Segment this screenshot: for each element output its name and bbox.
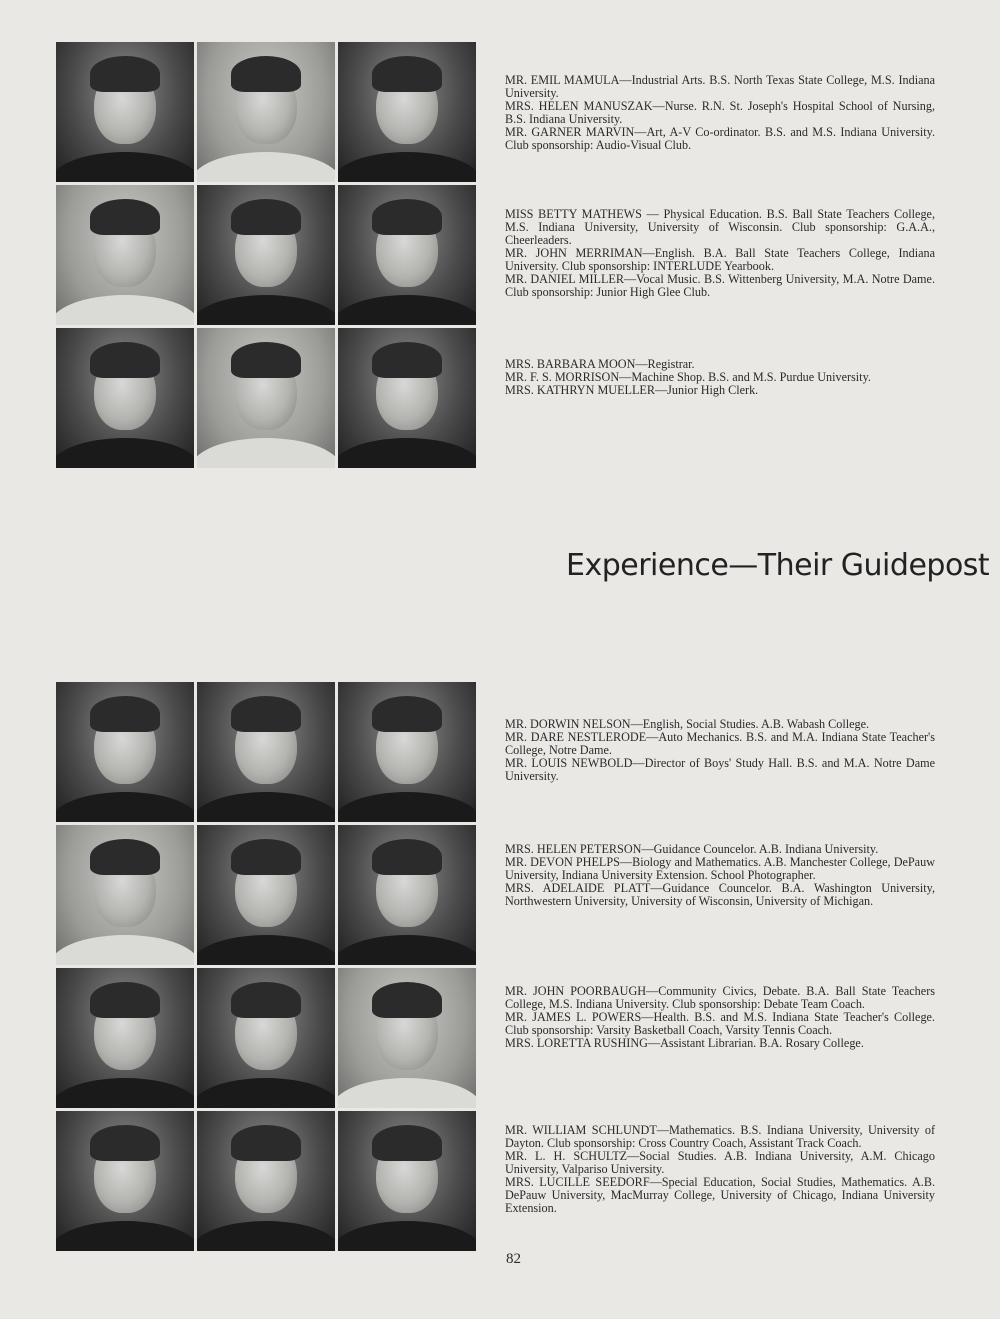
photo-row [56,1111,478,1251]
bio-entry: MR. DORWIN NELSON—English, Social Studies. A.B. Wabash College. [505,717,870,731]
bio-group-7 [505,1124,935,1215]
bio-entry: MRS. KATHRYN MUELLER—Junior High Clerk. [505,383,759,397]
page-number: 82 [506,1251,521,1267]
portrait-rushing [338,968,476,1108]
portrait-marvin [338,42,476,182]
bio-entry: MR. L. H. SCHULTZ—Social Studies. A.B. Indiana University, A.M. Chicago University, Valpariso University. [505,1149,935,1176]
photo-row [56,682,478,822]
bio-entry: MR. EMIL MAMULA—Industrial Arts. B.S. North Texas State College, M.S. Indiana University. [505,73,935,100]
portrait-platt [338,825,476,965]
bio-group-5 [505,843,935,908]
photo-grid-bottom [56,682,478,1254]
bio-entry: MR. F. S. MORRISON—Machine Shop. B.S. and M.S. Purdue University. [505,370,871,384]
bio-entry: MRS. HELEN PETERSON—Guidance Councelor. A.B. Indiana University. [505,842,879,856]
bio-group-2 [505,208,935,299]
portrait-peterson [56,825,194,965]
bio-entry: MRS. LORETTA RUSHING—Assistant Librarian. B.A. Rosary College. [505,1036,864,1050]
photo-row [56,825,478,965]
bio-group-1 [505,74,935,152]
portrait-mamula [56,42,194,182]
bio-entry: MR. JOHN POORBAUGH—Community Civics, Debate. B.A. Ball State Teachers College, M.S. Indiana University. Club sponsorship: Debate Team Coach. [505,984,935,1011]
bio-entry: MRS. BARBARA MOON—Registrar. [505,357,695,371]
portrait-miller [338,185,476,325]
bio-entry: MRS. LUCILLE SEEDORF—Special Education, Social Studies, Mathematics. A.B. DePauw University, MacMurray College, University of Chicago, Indiana University Extension. [505,1175,935,1215]
portrait-schlundt [56,1111,194,1251]
bio-entry: MR. JOHN MERRIMAN—English. B.A. Ball State Teachers College, Indiana University. Club sponsorship: INTERLUDE Yearbook. [505,246,935,273]
portrait-mueller [338,328,476,468]
portrait-nestlerode [197,682,335,822]
photo-row [56,968,478,1108]
bio-group-6 [505,985,935,1050]
bio-entry: MR. WILLIAM SCHLUNDT—Mathematics. B.S. Indiana University, University of Dayton. Club sponsorship: Cross Country Coach, Assistant Track Coach. [505,1123,935,1150]
photo-row [56,185,478,325]
portrait-newbold [338,682,476,822]
portrait-merriman [197,185,335,325]
bio-entry: MRS. ADELAIDE PLATT—Guidance Councelor. B.A. Washington University, Northwestern University, University of Wisconsin, University of Michigan. [505,881,935,908]
portrait-schultz [197,1111,335,1251]
portrait-seedorf [338,1111,476,1251]
bio-entry: MR. GARNER MARVIN—Art, A-V Co-ordinator. B.S. and M.S. Indiana University. Club sponsorship: Audio-Visual Club. [505,125,935,152]
bio-entry: MRS. HELEN MANUSZAK—Nurse. R.N. St. Joseph's Hospital School of Nursing, B.S. Indiana University. [505,99,935,126]
bio-entry: MR. DEVON PHELPS—Biology and Mathematics. A.B. Manchester College, DePauw University, Indiana University Extension. School Photographer. [505,855,935,882]
bio-entry: MR. DARE NESTLERODE—Auto Mechanics. B.S. and M.A. Indiana State Teacher's College, Notre Dame. [505,730,935,757]
photo-grid-top [56,42,478,471]
bio-entry: MISS BETTY MATHEWS — Physical Education. B.S. Ball State Teachers College, M.S. Indiana University, University of Wisconsin. Club sponsorship: G.A.A., Cheerleaders. [505,207,935,247]
bio-entry: MR. DANIEL MILLER—Vocal Music. B.S. Wittenberg University, M.A. Notre Dame. Club sponsorship: Junior High Glee Club. [505,272,935,299]
portrait-nelson [56,682,194,822]
portrait-poorbaugh [56,968,194,1108]
photo-row [56,42,478,182]
portrait-powers [197,968,335,1108]
portrait-moon [56,328,194,468]
bio-group-3 [505,358,935,397]
bio-group-4 [505,718,935,783]
portrait-manuszak [197,42,335,182]
portrait-morrison [197,328,335,468]
portrait-mathews [56,185,194,325]
portrait-phelps [197,825,335,965]
photo-row [56,328,478,468]
bio-entry: MR. LOUIS NEWBOLD—Director of Boys' Study Hall. B.S. and M.A. Notre Dame University. [505,756,935,783]
bio-entry: MR. JAMES L. POWERS—Health. B.S. and M.S. Indiana State Teacher's College. Club sponsorship: Varsity Basketball Coach, Varsity Tennis Coach. [505,1010,935,1037]
section-heading: Experience—Their Guidepost [566,548,990,583]
